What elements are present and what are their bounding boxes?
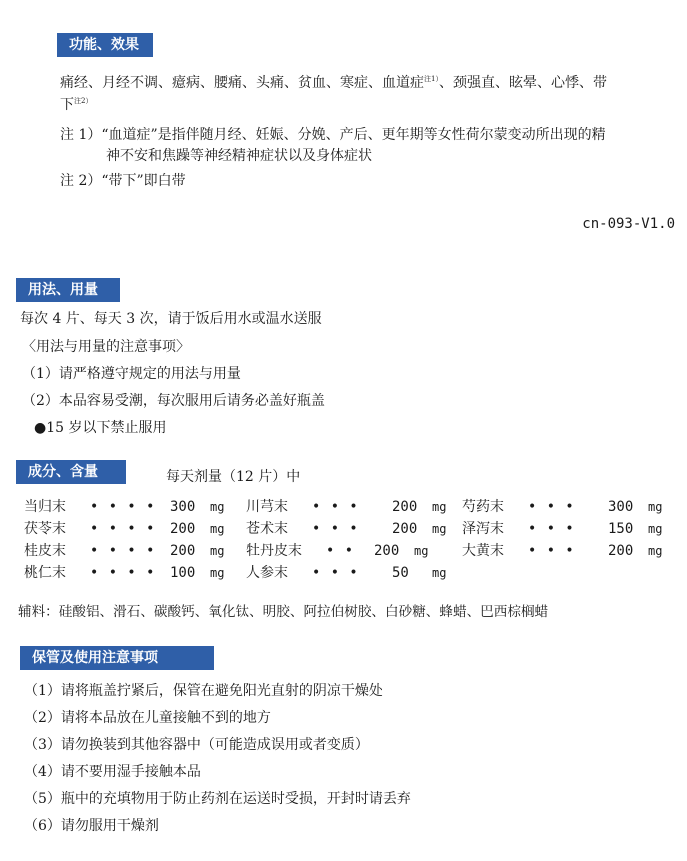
ingredient-amount-value: 50: [392, 565, 409, 581]
ingredient-item: [24, 496, 224, 516]
note-2-marker: 注2）: [74, 97, 93, 105]
ingredient-item: [24, 540, 224, 560]
document-code: cn-093-V1.0: [582, 216, 675, 232]
note-2: 注 2）“带下”即白带: [60, 173, 186, 189]
usage-item-3: ●15 岁以下禁止服用: [34, 420, 167, 436]
ingredients-header: 成分、含量: [16, 460, 126, 484]
ingredient-dots: • • • •: [90, 543, 158, 559]
ingredient-dots: • • •: [312, 565, 361, 581]
note-1-line-2: 神不安和焦躁等神经精神症状以及身体症状: [106, 148, 372, 164]
efficacy-text-1-tail: 、颈强直、眩晕、心悸、带: [438, 75, 607, 91]
ingredient-amount-value: 200: [170, 521, 196, 537]
note-1-marker: 注1）: [424, 75, 439, 83]
efficacy-line-1: [60, 72, 607, 92]
efficacy-header: 功能、效果: [57, 33, 153, 57]
ingredient-name: 牡丹皮末: [246, 543, 302, 559]
ingredient-name: 苍术末: [246, 521, 288, 537]
ingredient-item: [462, 496, 662, 516]
ingredient-unit: mg: [432, 566, 447, 580]
storage-item-1: （1）请将瓶盖拧紧后，保管在避免阳光直射的阴凉干燥处: [24, 683, 383, 699]
ingredient-unit: mg: [432, 500, 447, 514]
ingredient-item: [246, 518, 446, 538]
ingredient-unit: mg: [432, 522, 447, 536]
ingredient-name: 人参末: [246, 565, 288, 581]
ingredient-amount-value: 100: [170, 565, 196, 581]
ingredient-amount-value: 200: [392, 499, 418, 515]
dosage-text: 每次 4 片、每天 3 次，请于饭后用水或温水送服: [20, 311, 322, 327]
excipients: 辅料：硅酸铝、滑石、碳酸钙、氧化钛、明胶、阿拉伯树胶、白砂糖、蜂蜡、巴西棕榈蜡: [18, 604, 549, 620]
ingredient-name: 桃仁末: [24, 565, 66, 581]
efficacy-text-1: 痛经、月经不调、癔病、腰痛、头痛、贫血、寒症、血道症: [60, 75, 424, 91]
ingredient-amount-value: 150: [608, 521, 634, 537]
ingredient-unit: mg: [210, 566, 225, 580]
storage-item-5: （5）瓶中的充填物用于防止药剂在运送时受损，开封时请丢弃: [24, 791, 411, 807]
ingredient-amount: [392, 565, 446, 581]
ingredient-item: [246, 496, 446, 516]
usage-cautions-title: 〈用法与用量的注意事项〉: [22, 339, 190, 355]
ingredient-amount: [170, 521, 224, 537]
ingredient-amount: [392, 521, 446, 537]
ingredient-amount-value: 200: [608, 543, 634, 559]
ingredient-amount: [392, 499, 446, 515]
ingredient-unit: mg: [648, 522, 663, 536]
ingredient-amount-value: 300: [608, 499, 634, 515]
ingredient-dots: • • • •: [90, 499, 158, 515]
ingredient-name: 茯苓末: [24, 521, 66, 537]
ingredient-amount: [608, 521, 662, 537]
ingredient-dots: • • • •: [90, 521, 158, 537]
ingredient-name: 泽泻末: [462, 521, 504, 537]
ingredient-unit: mg: [210, 522, 225, 536]
ingredient-dots: • • •: [312, 499, 361, 515]
storage-item-4: （4）请不要用湿手接触本品: [24, 764, 201, 780]
daily-dose-label: 每天剂量（12 片）中: [166, 469, 301, 485]
ingredient-unit: mg: [648, 544, 663, 558]
usage-item-1: （1）请严格遵守规定的用法与用量: [22, 366, 241, 382]
ingredient-amount: [608, 499, 662, 515]
usage-item-2: （2）本品容易受潮，每次服用后请务必盖好瓶盖: [22, 393, 325, 409]
usage-header: 用法、用量: [16, 278, 120, 302]
ingredient-item: [246, 540, 428, 560]
ingredient-dots: • • •: [312, 521, 361, 537]
ingredient-amount-value: 200: [374, 543, 400, 559]
ingredient-name: 芍药末: [462, 499, 504, 515]
ingredient-dots: • • •: [528, 521, 577, 537]
ingredient-amount: [170, 565, 224, 581]
ingredient-amount: [170, 499, 224, 515]
ingredient-amount: [374, 543, 428, 559]
ingredient-name: 桂皮末: [24, 543, 66, 559]
ingredient-amount-value: 200: [170, 543, 196, 559]
note-1-line-1: 注 1）“血道症”是指伴随月经、妊娠、分娩、产后、更年期等女性荷尔蒙变动所出现的精: [60, 127, 606, 143]
ingredient-item: [462, 518, 662, 538]
ingredient-dots: • •: [326, 543, 356, 559]
ingredient-item: [462, 540, 662, 560]
ingredient-name: 大黄末: [462, 543, 504, 559]
efficacy-line-2: [60, 94, 92, 114]
ingredient-name: 当归末: [24, 499, 66, 515]
ingredient-item: [24, 518, 224, 538]
storage-item-3: （3）请勿换装到其他容器中（可能造成误用或者变质）: [24, 737, 369, 753]
ingredient-item: [24, 562, 224, 582]
storage-header: 保管及使用注意事项: [20, 646, 214, 670]
ingredient-dots: • • •: [528, 499, 577, 515]
ingredient-item: [246, 562, 446, 582]
ingredient-amount-value: 200: [392, 521, 418, 537]
ingredient-unit: mg: [414, 544, 429, 558]
ingredient-dots: • • • •: [90, 565, 158, 581]
efficacy-text-2: 下: [60, 97, 74, 113]
ingredient-unit: mg: [210, 500, 225, 514]
storage-item-2: （2）请将本品放在儿童接触不到的地方: [24, 710, 271, 726]
ingredient-name: 川芎末: [246, 499, 288, 515]
ingredient-dots: • • •: [528, 543, 577, 559]
storage-item-6: （6）请勿服用干燥剂: [24, 818, 159, 834]
ingredient-unit: mg: [648, 500, 663, 514]
ingredient-amount: [608, 543, 662, 559]
ingredient-unit: mg: [210, 544, 225, 558]
ingredient-amount: [170, 543, 224, 559]
ingredient-amount-value: 300: [170, 499, 196, 515]
